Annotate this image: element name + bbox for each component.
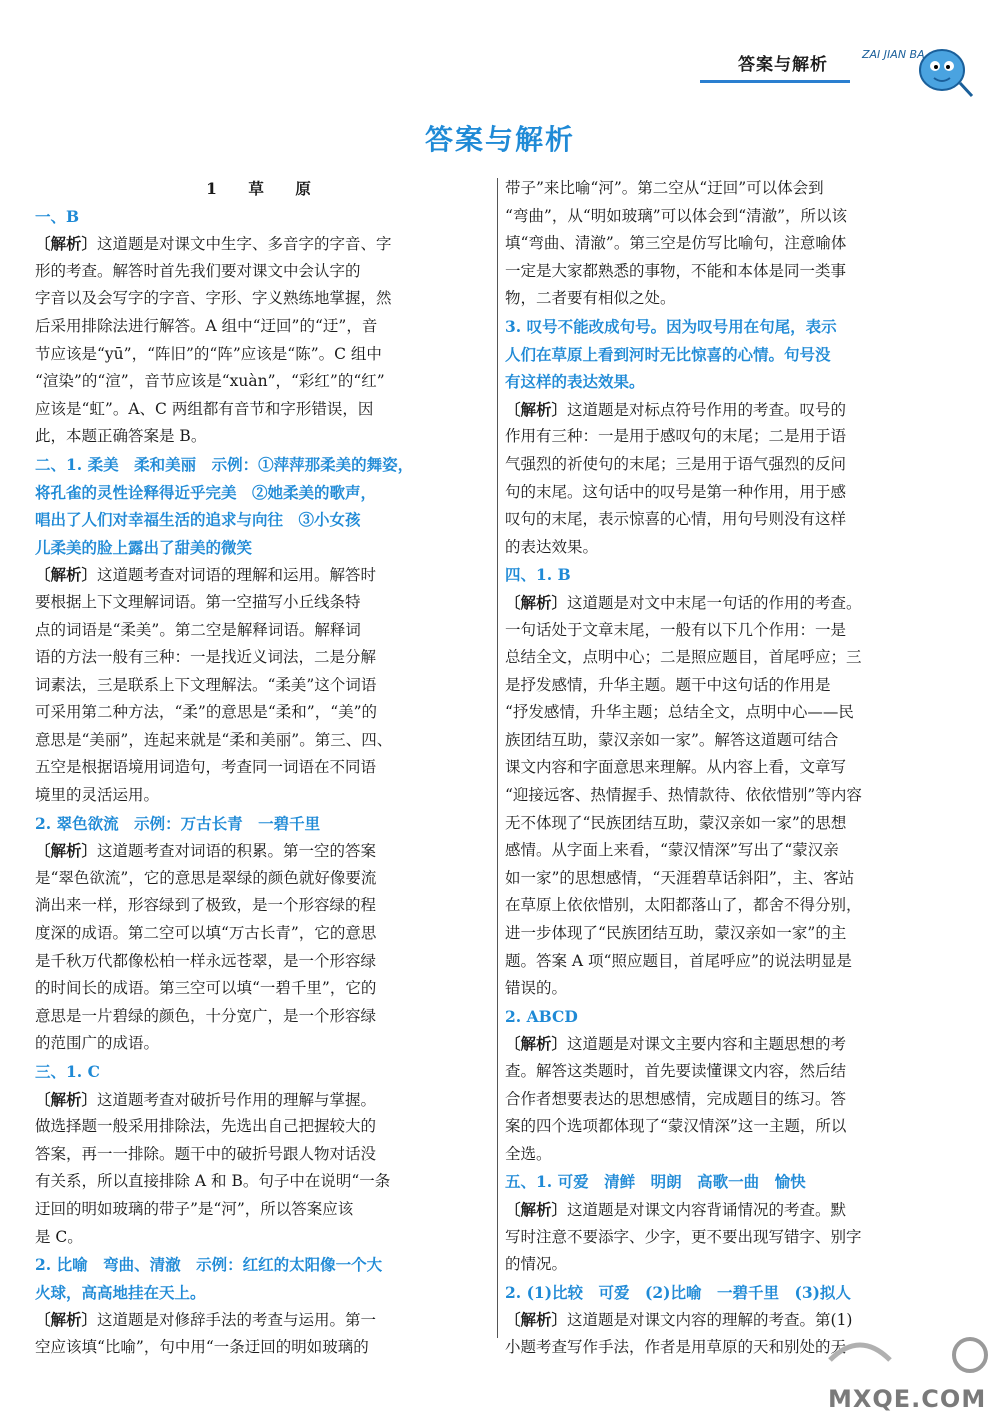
text-line: 字音以及会写字的字音、字形、字义熟练地掌握，然: [35, 289, 392, 308]
text-line: 迂回的明如玻璃的带子”是“河”，所以答案应该: [35, 1199, 354, 1218]
text-line: 合作者想要表达的思想感情，完成题目的练习。答: [505, 1089, 847, 1108]
text-line: “迎接远客、热情握手、热情款待、依依惜别”等内容: [505, 786, 862, 805]
answer-line: 2. 比喻 弯曲、清澈 示例：红红的太阳像一个大: [35, 1255, 383, 1275]
text-line: 词素法，三是联系上下文理解法。“柔美”这个词语: [35, 675, 377, 694]
text-line: 全选。: [505, 1144, 552, 1163]
text-line: 写时注意不要添字、少字，更不要出现写错字、别字: [505, 1227, 862, 1246]
text-line: 五空是根据语境用词造句，考查同一词语在不同语: [35, 758, 377, 777]
analysis-line: [505, 1030, 955, 1058]
text-line: 意思是一片碧绿的颜色，十分宽广，是一个形容绿: [35, 1006, 377, 1025]
analysis-tag: 〔解析〕: [505, 399, 568, 419]
text-line: 点的词语是“柔美”。第二空是解释词语。解释词: [35, 620, 361, 639]
text-line: 查。解答这类题时，首先要读懂课文内容，然后结: [505, 1062, 847, 1080]
text-line: 课文内容和字面意思来理解。从内容上看，文章写: [505, 758, 847, 777]
text-line: 答案，再一一排除。题干中的破折号跟人物对话没: [35, 1144, 377, 1163]
text-line: 案的四个选项都体现了“蒙汉情深”这一主题，所以: [505, 1117, 847, 1136]
answer-line: 五、1. 可爱 清鲜 明朗 高歌一曲 愉快: [505, 1172, 806, 1192]
analysis-tag: 〔解析〕: [505, 1199, 568, 1219]
text-line: 淌出来一样，形容绿到了极致，是一个形容绿的程: [35, 896, 377, 915]
analysis-line: [35, 230, 490, 258]
text-line: 填“弯曲、清澈”。第三空是仿写比喻句，注意喻体: [505, 234, 847, 253]
text-line: 节应该是“yū”，“阵旧”的“阵”应该是“陈”。C 组中: [35, 344, 382, 363]
analysis-line: [35, 1306, 490, 1334]
text-line: 一句话处于文章末尾，一般有以下几个作用：一是: [505, 620, 847, 639]
answer-line: 儿柔美的脸上露出了甜美的微笑: [35, 537, 253, 557]
answer-line: 三、1. C: [35, 1062, 100, 1081]
analysis-text: 这道题是对标点符号作用的考查。叹号的: [567, 400, 847, 419]
text-line: 进一步体现了“民族团结互助，蒙汉亲如一家”的主: [505, 924, 847, 943]
analysis-text: 这道题是对文中末尾一句话的作用的考查。: [567, 593, 862, 612]
answer-line: 人们在草原上看到河时无比惊喜的心情。句号没: [505, 344, 831, 364]
answer-line: 火球，高高地挂在天上。: [35, 1282, 206, 1302]
text-line: “抒发感情，升华主题；总结全文，点明中心——民: [505, 703, 854, 722]
text-line: “弯曲”，从“明如玻璃”可以体会到“清澈”，所以该: [505, 206, 848, 225]
analysis-text: 这道题是对课文内容的理解的考查。第(1): [567, 1311, 853, 1330]
answer-line: 唱出了人们对幸福生活的追求与向往 ③小女孩: [35, 510, 361, 530]
analysis-text: 这道题是对修辞手法的考查与运用。第一: [97, 1311, 377, 1330]
analysis-text: 这道题考查对词语的积累。第一空的答案: [97, 842, 377, 861]
analysis-line: [505, 589, 955, 617]
text-line: 题。答案 A 项“照应题目，首尾呼应”的说法明显是: [505, 951, 852, 970]
text-line: 有关系，所以直接排除 A 和 B。句子中在说明“一条: [35, 1172, 391, 1191]
text-line: 意思是“美丽”，连起来就是“柔和美丽”。第三、四、: [35, 730, 393, 749]
analysis-tag: 〔解析〕: [505, 1310, 568, 1330]
left-column: [35, 175, 490, 1362]
text-line: 的情况。: [505, 1255, 568, 1274]
answer-line: 2. (1)比较 可爱 (2)比喻 一碧千里 (3)拟人: [505, 1282, 851, 1302]
text-line: 无不体现了“民族团结互助，蒙汉亲如一家”的思想: [505, 813, 847, 832]
text-line: 物，二者要有相似之处。: [505, 289, 676, 308]
analysis-line: [505, 1196, 955, 1224]
text-line: 空应该填“比喻”，句中用“一条迂回的明如玻璃的: [35, 1337, 369, 1356]
analysis-tag: 〔解析〕: [35, 1089, 98, 1109]
text-line: 是 C。: [35, 1227, 83, 1246]
right-column: [505, 175, 955, 1362]
text-line: 如一家”的思想感情，“天涯碧草话斜阳”，主、客站: [505, 868, 855, 887]
analysis-tag: 〔解析〕: [35, 565, 98, 585]
column-divider: [497, 178, 498, 1338]
text-line: 是“翠色欲流”，它的意思是翠绿的颜色就好像要流: [35, 868, 377, 887]
text-line: 的表达效果。: [505, 537, 599, 556]
answer-line: 有这样的表达效果。: [505, 372, 645, 392]
text-line: 是千秋万代都像松柏一样永远苍翠，是一个形容绿: [35, 951, 377, 970]
answer-line: 一、B: [35, 206, 80, 226]
answer-line: 2. ABCD: [505, 1006, 578, 1026]
text-line: 应该是“虹”。A、C 两组都有音节和字形错误，因: [35, 399, 374, 418]
text-line: 小题考查写作手法，作者是用草原的天和别处的天: [505, 1337, 847, 1356]
text-line: 的范围广的成语。: [35, 1034, 160, 1053]
answer-line: 二、1. 柔美 柔和美丽 示例：①萍萍那柔美的舞姿，: [35, 454, 414, 474]
text-line: 境里的灵活运用。: [35, 786, 160, 805]
analysis-text: 这道题是对课文中生字、多音字的字音、字: [97, 235, 392, 254]
mascot-logo-icon: [860, 28, 980, 108]
answer-line: 四、1. B: [505, 565, 571, 585]
analysis-line: [35, 561, 490, 589]
analysis-line: [35, 1086, 490, 1114]
header-underline: [700, 80, 850, 83]
text-line: 后采用排除法进行解答。A 组中“迂回”的“迂”，音: [35, 316, 378, 335]
watermark-text: MXQE.COM: [828, 1385, 987, 1413]
text-line: 感情。从字面上来看，“蒙汉情深”写出了“蒙汉亲: [505, 841, 839, 860]
text-line: 气强烈的祈使句的末尾；三是用于语气强烈的反问: [505, 454, 847, 473]
analysis-line: [505, 396, 955, 424]
text-line: “渲染”的“渲”，音节应该是“xuàn”，“彩红”的“红”: [35, 372, 385, 391]
answer-line: 2. 翠色欲流 示例：万古长青 一碧千里: [35, 813, 321, 833]
logo-text: ZAI JIAN BA: [862, 48, 925, 61]
text-line: 带子”来比喻“河”。第二空从“迂回”可以体会到: [505, 179, 824, 197]
text-line: 叹句的末尾，表示惊喜的心情，用句号则没有这样: [505, 510, 847, 529]
lesson-heading: 1 草 原: [206, 179, 319, 198]
text-line: 一定是大家都熟悉的事物，不能和本体是同一类事: [505, 261, 847, 280]
text-line: 做选择题一般采用排除法，先选出自己把握较大的: [35, 1117, 377, 1136]
page-title: 答案与解析: [424, 123, 575, 156]
analysis-tag: 〔解析〕: [35, 234, 98, 254]
header-title: 答案与解析: [738, 55, 828, 75]
analysis-tag: 〔解析〕: [505, 592, 568, 612]
text-line: 此，本题正确答案是 B。: [35, 427, 207, 446]
answer-line: 3. 叹号不能改成句号。因为叹号用在句尾，表示: [505, 316, 837, 336]
analysis-text: 这道题考查对词语的理解和运用。解答时: [97, 566, 377, 585]
text-line: 族团结互助，蒙汉亲如一家”。解答这道题可结合: [505, 730, 839, 749]
text-line: 语的方法一般有三种：一是找近义词法，二是分解: [35, 648, 377, 667]
text-line: 作用有三种：一是用于感叹句的末尾；二是用于语: [505, 427, 847, 446]
text-line: 的时间长的成语。第三空可以填“一碧千里”，它的: [35, 979, 377, 998]
analysis-text: 这道题是对课文内容背诵情况的考查。默: [567, 1200, 847, 1219]
answer-line: 将孔雀的灵性诠释得近乎完美 ②她柔美的歌声，: [35, 482, 377, 502]
text-line: 形的考查。解答时首先我们要对课文中会认字的: [35, 261, 361, 280]
analysis-tag: 〔解析〕: [35, 1310, 98, 1330]
text-line: 句的末尾。这句话中的叹号是第一种作用，用于感: [505, 482, 847, 501]
analysis-tag: 〔解析〕: [505, 1034, 568, 1054]
text-line: 错误的。: [505, 979, 568, 998]
analysis-tag: 〔解析〕: [35, 841, 98, 861]
text-line: 度深的成语。第二空可以填“万古长青”，它的意思: [35, 924, 377, 943]
text-line: 总结全文，点明中心；二是照应题目，首尾呼应；三: [505, 648, 862, 667]
text-line: 在草原上依依惜别，太阳都落山了，都舍不得分别，: [505, 896, 862, 915]
text-line: 是抒发感情，升华主题。题干中这句话的作用是: [505, 675, 831, 694]
analysis-text: 这道题是对课文主要内容和主题思想的考: [567, 1035, 847, 1054]
text-line: 要根据上下文理解词语。第一空描写小丘线条特: [35, 592, 361, 611]
analysis-line: [35, 837, 490, 865]
text-line: 可采用第二种方法，“柔”的意思是“柔和”，“美”的: [35, 703, 378, 722]
analysis-text: 这道题考查对破折号作用的理解与掌握。: [97, 1090, 377, 1109]
